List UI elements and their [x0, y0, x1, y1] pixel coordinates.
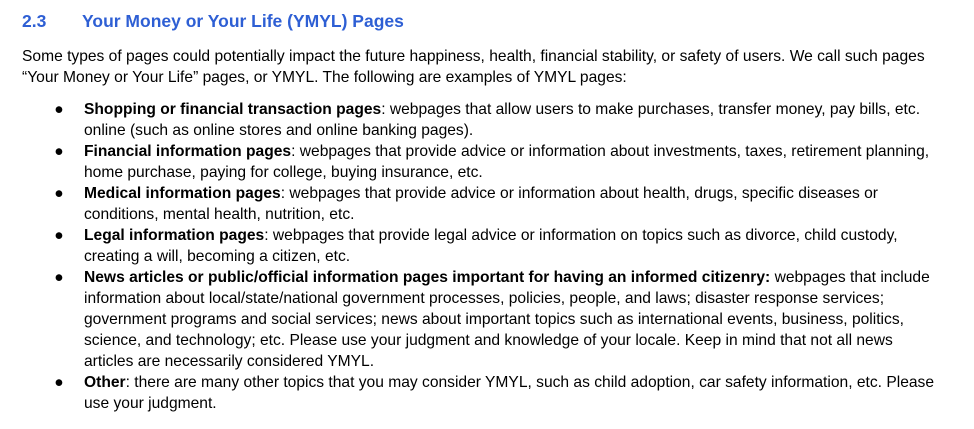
item-separator: :	[381, 101, 386, 118]
item-separator: :	[280, 185, 286, 202]
item-term: Other	[84, 374, 126, 391]
list-item	[54, 225, 946, 267]
list-item	[54, 99, 946, 141]
item-text: webpages that include information about local/state/national government processes, policies, people, and laws; disaster response services; government programs and social services; news about important topics such as international events, business, politics, science, and technology; etc. Please use your judgment and knowledge of your locale. Keep in mind that not all news articles are necessarily considered YMYL.	[84, 269, 930, 370]
bullet-icon: ●	[54, 101, 64, 118]
section-number: 2.3	[22, 11, 47, 31]
item-term: News articles or public/official information pages important for having an informed citizenry:	[84, 269, 771, 286]
bullet-icon: ●	[54, 143, 64, 160]
section-title: Your Money or Your Life (YMYL) Pages	[82, 11, 404, 31]
item-term: Shopping or financial transaction pages	[84, 101, 382, 118]
item-text: webpages that provide advice or information about health, drugs, specific diseases or conditions, mental health, nutrition, etc.	[84, 185, 878, 223]
ymyl-list	[22, 99, 946, 414]
bullet-icon: ●	[54, 374, 64, 391]
item-text: webpages that provide advice or information about investments, taxes, retirement planning, home purchase, paying for college, buying insurance, etc.	[84, 143, 930, 181]
list-item	[54, 267, 946, 372]
list-item	[54, 372, 946, 414]
list-item	[54, 183, 946, 225]
intro-paragraph: Some types of pages could potentially impact the future happiness, health, financial stability, or safety of users. We call such pages “Your Money or Your Life” pages, or YMYL. The following are examples of YMYL pages:	[22, 48, 925, 86]
item-text: there are many other topics that you may consider YMYL, such as child adoption, car safety information, etc. Please use your judgment.	[84, 374, 935, 412]
item-term: Medical information pages	[84, 185, 281, 202]
section-heading	[22, 10, 946, 32]
item-text: webpages that allow users to make purchases, transfer money, pay bills, etc. online (such as online stores and online banking pages).	[84, 101, 921, 139]
item-separator: :	[264, 227, 269, 244]
bullet-icon: ●	[54, 185, 64, 202]
item-text: webpages that provide legal advice or information on topics such as divorce, child custody, creating a will, becoming a citizen, etc.	[84, 227, 898, 265]
bullet-icon: ●	[54, 227, 64, 244]
item-separator: :	[291, 143, 296, 160]
list-item	[54, 141, 946, 183]
item-separator: :	[125, 374, 130, 391]
item-term: Legal information pages	[84, 227, 265, 244]
item-term: Financial information pages	[84, 143, 292, 160]
bullet-icon: ●	[54, 269, 64, 286]
